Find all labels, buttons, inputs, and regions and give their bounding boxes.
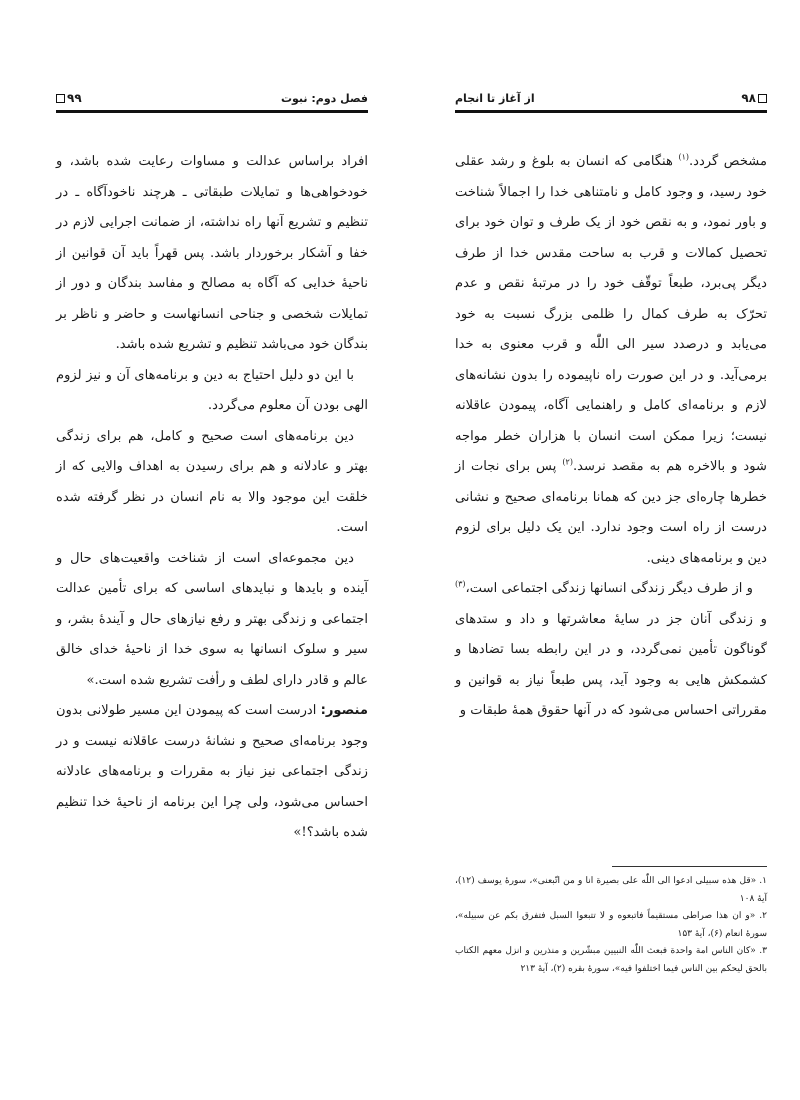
paragraph: دین برنامه‌های است صحیح و کامل، هم برای زندگی بهتر و عادلانه و هم برای رسیدن به اهداف والایی که از خلقت این موجود والا به نام انسان در نظر گرفته شده است. (56, 428, 368, 535)
right-body-text (455, 147, 767, 727)
footnote-divider (612, 866, 767, 867)
left-page-header (56, 88, 368, 113)
left-page-number-group (56, 91, 82, 105)
dialogue-paragraph (56, 696, 368, 849)
paragraph (455, 147, 767, 574)
left-body-text (56, 147, 368, 849)
page-marker-icon (56, 94, 65, 103)
right-page (455, 88, 767, 1088)
footnote: ۱. «قل هذه سبیلی ادعوا الی اللّٰه علی بصیرة انا و من اتّبعنی»، سورهٔ یوسف (۱۲)، آیهٔ ۱۰۸ (455, 876, 767, 904)
footnote-ref: (۲) (562, 457, 573, 467)
footnote: ۳. «کان الناس امة واحدة فبعث اللّٰه النبیین مبشّرین و منذرین و انزل معهم الکتاب بالحق لیحکم بین الناس فیما اختلفوا فیه»، سورهٔ بقره (۲)، آیهٔ ۲۱۳ (455, 946, 767, 974)
footnote-ref: (۱) (678, 152, 689, 162)
right-header-title: از آغاز تا انجام (455, 92, 535, 105)
speaker-label: منصور: (320, 703, 368, 718)
speaker-text: ادرست است که پیمودن این مسیر طولانی بدون وجود برنامه‌ای صحیح و نشانهٔ درست عاقلانه نیست و در زندگی اجتماعی نیز نیاز به مقررات و برنامه‌های عادلانه احساس می‌شود، ولی چرا این برنامه از ناحیهٔ خدا تنظیم شده باشد؟!» (56, 703, 368, 840)
text-run: و از طرف دیگر زندگی انسانها زندگی اجتماعی است، (465, 581, 753, 596)
paragraph: دین مجموعه‌ای است از شناخت واقعیت‌های حال و آینده و بایدها و نبایدهای اساسی که برای تأمین عدالت اجتماعی و زندگی بهتر و رفع نیازهای حال و آیندهٔ بشر، و سیر و سلوک انسانها به سوی خدا از ناحیهٔ خدای خالق عالم و قادر دارای لطف و رأفت تشریع شده است.» (56, 550, 368, 688)
left-page (56, 88, 368, 849)
paragraph: با این دو دلیل احتیاج به دین و برنامه‌های آن و نیز لزوم الهی بودن آن معلوم می‌گردد. (56, 367, 368, 413)
right-page-number-group (741, 91, 767, 105)
text-run: و زندگی آنان جز در سایهٔ معاشرتها و داد و ستدهای گوناگون تأمین نمی‌گردد، و در این رابطه بسا تضادها و کشمکش هایی به وجود آید، پس طبعاً نیاز به قوانین و مقرراتی احساس می‌شود که در آنها حقوق همهٔ طبقات و (455, 611, 767, 718)
text-run: هنگامی که انسان به بلوغ و رشد عقلی خود رسید، و وجود کامل و نامتناهی خدا را اجمالاً شناخت و باور نمود، و به نقص خود از یک طرف و توان خود برای تحصیل کمالات و قرب به ساحت مقدس خدا از طرف دیگر پی‌برد، طبعاً توقّف خود را در مرتبهٔ نقص و عدم تحرّک به طرف کمال را ظلمی بزرگ نسبت به خود می‌یابد و درصدد سیر الی اللّٰه و قرب معنوی به خدا برمی‌آید. و در این صورت راه ناپیموده را بدون نشانه‌های لازم و برنامه‌ای کامل و راهنمایی آگاه، پیمودن عاقلانه نیست؛ زیرا ممکن است انسان با هزاران خطر مواجه شود و بالاخره هم به مقصد نرسد. (455, 154, 767, 474)
paragraph (455, 574, 767, 727)
right-page-header (455, 88, 767, 113)
text-run: پس برای نجات از خطرها چاره‌ای جز دین که همانا برنامه‌ای صحیح و نشانی درست از راه است وجود ندارد. این یک دلیل برای لزوم دین و برنامه‌های دینی. (455, 459, 767, 566)
footnote-ref: (۳) (455, 579, 466, 589)
right-page-number: ۹۸ (741, 91, 756, 105)
text-run: مشخص گردد. (688, 154, 767, 169)
left-header-title: فصل دوم: نبوت (280, 92, 368, 105)
paragraph: افراد براساس عدالت و مساوات رعایت شده باشد، و خودخواهی‌ها و تمایلات طبقاتی ـ هرچند ناخودآگاه ـ در تنظیم و تشریع آنها راه نداشته، از ضمانت اجرایی لازم در خفا و آشکار برخوردار باشد. پس قهراً باید آن قوانین از ناحیهٔ خدایی که آگاه به مصالح و مفاسد بندگان و دور از تمایلات شخصی و جناحی انسانهاست و حاضر و ناظر بر بندگان خود می‌باشد تنظیم و تشریع شده باشد. (56, 154, 368, 352)
page-marker-icon (758, 94, 767, 103)
footnote: ۲. «و ان هذا صراطی مستقیماً فاتبعوه و لا تتبعوا السبل فتفرق بکم عن سبیله»، سورهٔ انعام (۶)، آیهٔ ۱۵۳ (455, 911, 767, 939)
footnotes (455, 866, 767, 978)
left-page-number: ۹۹ (67, 91, 82, 105)
